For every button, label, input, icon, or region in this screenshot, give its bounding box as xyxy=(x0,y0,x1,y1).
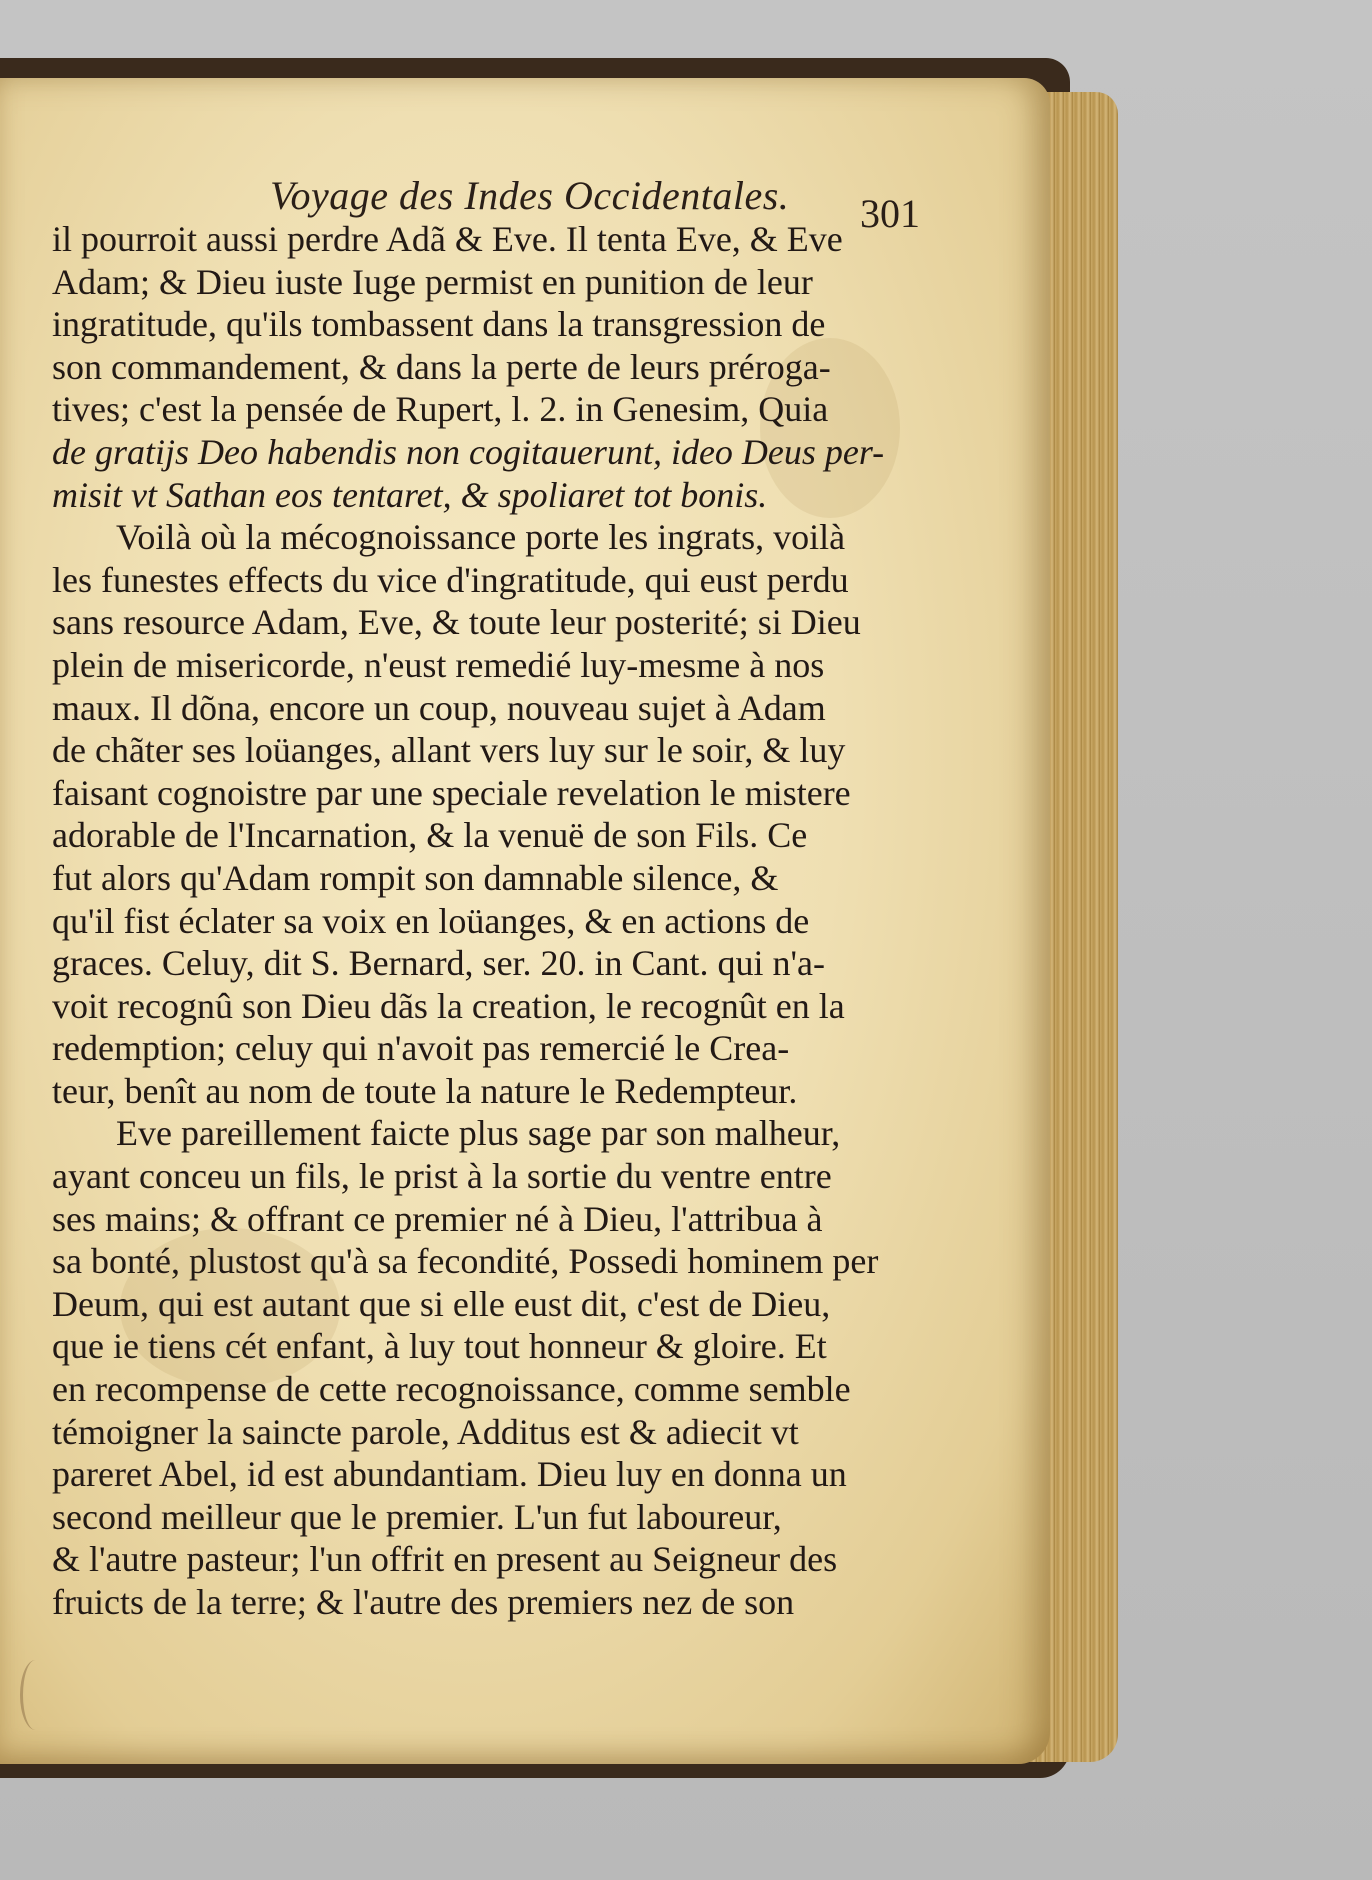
text-line: faisant cognoistre par une speciale revelation le mistere xyxy=(52,772,851,813)
text-line: témoigner la saincte parole, Additus est & adiecit vt xyxy=(52,1411,799,1452)
text-line: Deum, qui est autant que si elle eust dit, c'est de Dieu, xyxy=(52,1283,831,1324)
running-head: Voyage des Indes Occidentales. xyxy=(270,173,790,218)
text-line: fut alors qu'Adam rompit son damnable silence, & xyxy=(52,857,779,898)
text-line-italic: misit vt Sathan eos tentaret, & spoliaret tot bonis. xyxy=(52,474,768,515)
text-line: graces. Celuy, dit S. Bernard, ser. 20. in Cant. qui n'a- xyxy=(52,943,825,984)
text-line: son commandement, & dans la perte de leurs préroga- xyxy=(52,346,831,387)
text-line: sa bonté, plustost qu'à sa fecondité, Possedi hominem per xyxy=(52,1241,879,1282)
text-line: de chãter ses loüanges, allant vers luy sur le soir, & luy xyxy=(52,730,846,771)
binding-mark xyxy=(20,1660,51,1730)
text-line: sans resource Adam, Eve, & toute leur posterité; si Dieu xyxy=(52,602,861,643)
body-text xyxy=(52,218,914,1624)
text-line: les funestes effects du vice d'ingratitude, qui eust perdu xyxy=(52,559,849,600)
text-line: adorable de l'Incarnation, & la venuë de son Fils. Ce xyxy=(52,815,808,856)
text-line: il pourroit aussi perdre Adã & Eve. Il tenta Eve, & Eve xyxy=(52,219,843,259)
text-line: redemption; celuy qui n'avoit pas remercié le Crea- xyxy=(52,1028,790,1069)
text-line: Adam; & Dieu iuste Iuge permist en punition de leur xyxy=(52,261,813,302)
page-number: 301 xyxy=(860,191,920,236)
text-line: maux. Il dõna, encore un coup, nouveau sujet à Adam xyxy=(52,687,826,728)
text-line: & l'autre pasteur; l'un offrit en present au Seigneur des xyxy=(52,1539,838,1580)
text-line: teur, benît au nom de toute la nature le Redempteur. xyxy=(52,1070,798,1111)
text-line: plein de misericorde, n'eust remedié luy-mesme à nos xyxy=(52,644,825,685)
text-line: en recompense de cette recognoissance, comme semble xyxy=(52,1369,851,1410)
text-line: voit recognû son Dieu dãs la creation, le recognût en la xyxy=(52,985,845,1026)
text-line: qu'il fist éclater sa voix en loüanges, & en actions de xyxy=(52,900,810,941)
text-line: pareret Abel, id est abundantiam. Dieu luy en donna un xyxy=(52,1454,847,1495)
text-line: tives; c'est la pensée de Rupert, l. 2. in Genesim, Quia xyxy=(52,389,829,430)
text-line: ayant conceu un fils, le prist à la sortie du ventre entre xyxy=(52,1156,832,1197)
text-line-paragraph-start: Voilà où la mécognoissance porte les ingrats, voilà xyxy=(116,517,846,558)
text-line: second meilleur que le premier. L'un fut laboureur, xyxy=(52,1496,782,1537)
text-line-italic: de gratijs Deo habendis non cogitauerunt, ideo Deus per- xyxy=(52,431,885,472)
text-line: fruicts de la terre; & l'autre des premiers nez de son xyxy=(52,1582,795,1622)
text-line: ingratitude, qu'ils tombassent dans la transgression de xyxy=(52,304,826,345)
text-line: que ie tiens cét enfant, à luy tout honneur & gloire. Et xyxy=(52,1326,827,1367)
text-line-paragraph-start: Eve pareillement faicte plus sage par son malheur, xyxy=(116,1113,841,1154)
text-line: ses mains; & offrant ce premier né à Dieu, l'attribua à xyxy=(52,1198,823,1239)
